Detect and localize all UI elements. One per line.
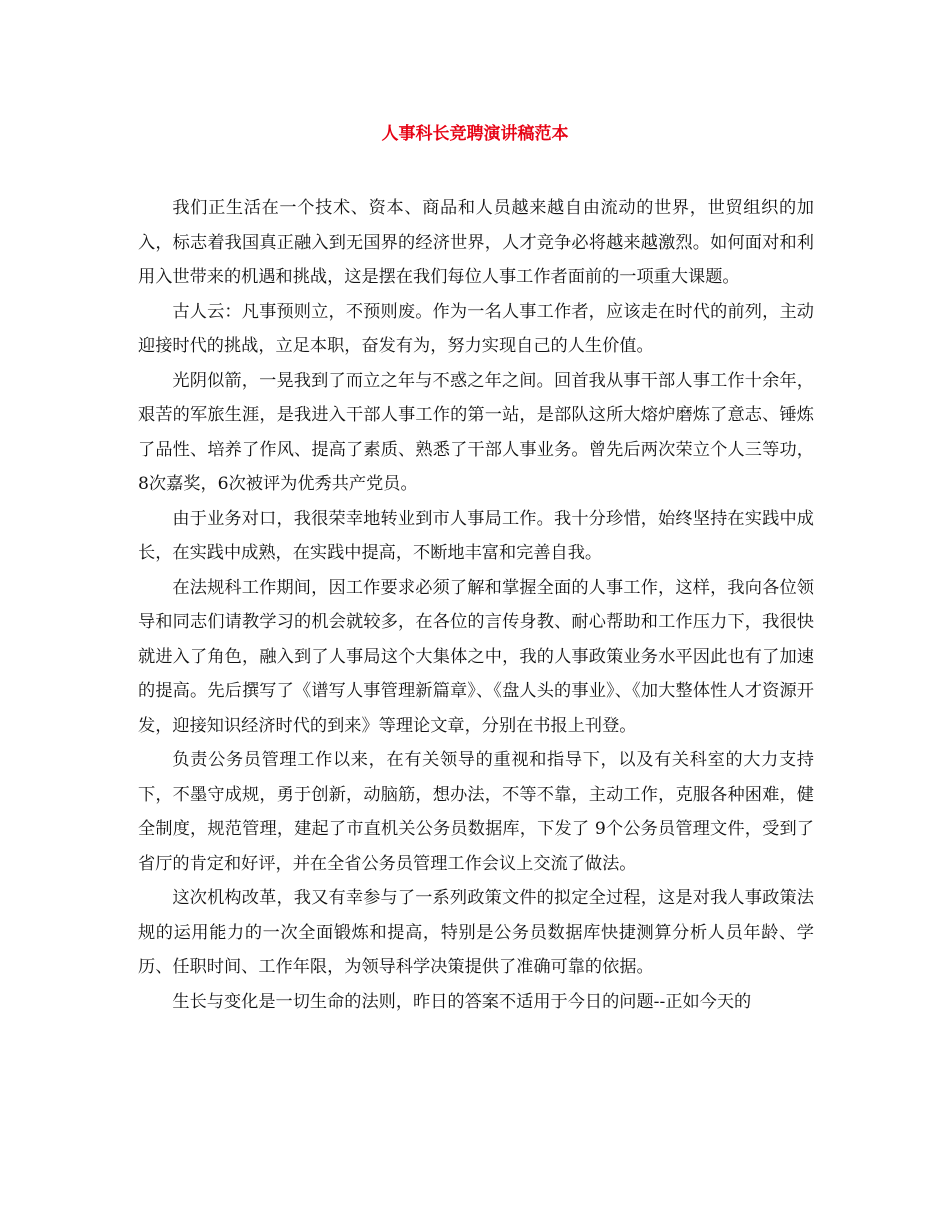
paragraph-3: 光阴似箭，一晃我到了而立之年与不惑之年之间。回首我从事干部人事工作十余年，艰苦的军旅生涯，是我进入干部人事工作的第一站，是部队这所大熔炉磨炼了意志、锤炼了品性、培养了作风、提高了素质、熟悉了干部人事业务。曾先后两次荣立个人三等功，8次嘉奖，6次被评为优秀共产党员。	[138, 370, 814, 494]
paragraph-7: 这次机构改革，我又有幸参与了一系列政策文件的拟定全过程，这是对我人事政策法规的运用能力的一次全面锻炼和提高，特别是公务员数据库快捷测算分析人员年龄、学历、任职时间、工作年限，为领导科学决策提供了准确可靠的依据。	[138, 888, 814, 977]
paragraph-8: 生长与变化是一切生命的法则，昨日的答案不适用于今日的问题--正如今天的	[172, 991, 752, 1012]
paragraph-4: 由于业务对口，我很荣幸地转业到市人事局工作。我十分珍惜，始终坚持在实践中成长，在实践中成熟，在实践中提高，不断地丰富和完善自我。	[138, 508, 814, 563]
paragraph-6: 负责公务员管理工作以来，在有关领导的重视和指导下，以及有关科室的大力支持下，不墨守成规，勇于创新，动脑筋，想办法，不等不靠，主动工作，克服各种困难，健全制度，规范管理，建起了市直机关公务员数据库，下发了 9个公务员管理文件，受到了省厅的肯定和好评，并在全省公务员管理工作会议上交流了做法。	[138, 750, 814, 874]
document-body	[138, 191, 814, 1019]
paragraph-5: 在法规科工作期间，因工作要求必须了解和掌握全面的人事工作，这样，我向各位领导和同志们请教学习的机会就较多，在各位的言传身教、耐心帮助和工作压力下，我很快就进入了角色，融入到了人事局这个大集体之中，我的人事政策业务水平因此也有了加速的提高。先后撰写了《谱写人事管理新篇章》、《盘人头的事业》、《加大整体性人才资源开发，迎接知识经济时代的到来》等理论文章，分别在书报上刊登。	[138, 577, 814, 736]
document-title: 人事科长竞聘演讲稿范本	[381, 124, 569, 144]
paragraph-2: 古人云：凡事预则立，不预则废。作为一名人事工作者，应该走在时代的前列，主动迎接时代的挑战，立足本职，奋发有为，努力实现自己的人生价值。	[138, 301, 814, 356]
paragraph-1: 我们正生活在一个技术、资本、商品和人员越来越自由流动的世界，世贸组织的加入，标志着我国真正融入到无国界的经济世界，人才竞争必将越来越激烈。如何面对和利用入世带来的机遇和挑战，这是摆在我们每位人事工作者面前的一项重大课题。	[138, 198, 814, 287]
